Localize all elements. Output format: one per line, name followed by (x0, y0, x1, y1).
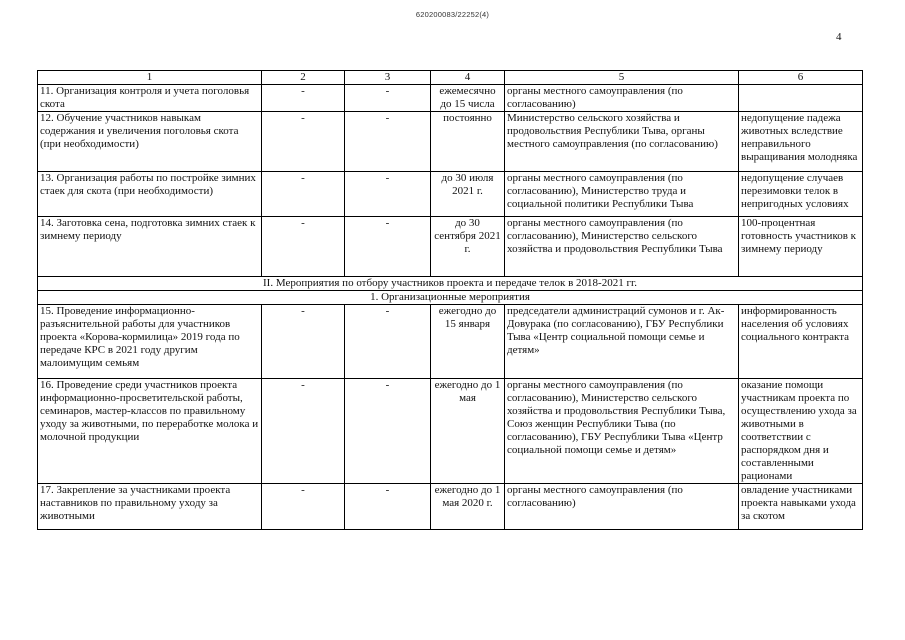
table-row (38, 85, 863, 112)
funding-cell: - (262, 484, 345, 530)
result-cell: овладение участниками проекта навыками ухода за скотом (739, 484, 863, 530)
funding-cell: - (345, 379, 431, 484)
responsible-cell: органы местного самоуправления (по согласованию), Министерство труда и социальной политики Республики Тыва (505, 172, 739, 217)
activity-cell: 15. Проведение информационно-разъяснительной работы для участников проекта «Корова-кормилица» 2019 года по передаче КРС в 2021 году другим малоимущим семьям (38, 305, 262, 379)
deadline-cell: до 30 июля 2021 г. (431, 172, 505, 217)
section-row (38, 277, 863, 291)
column-number: 4 (431, 71, 505, 85)
result-cell (739, 85, 863, 112)
activity-cell: 16. Проведение среди участников проекта информационно-просветительской работы, семинаров, мастер-классов по правильному уходу за животными, по переработке молока и молочной продукции (38, 379, 262, 484)
funding-cell: - (345, 112, 431, 172)
funding-cell: - (262, 112, 345, 172)
result-cell: оказание помощи участникам проекта по осуществлению ухода за животными в соответствии с распорядком дня и составленными рационами (739, 379, 863, 484)
result-cell: информированность населения об условиях социального контракта (739, 305, 863, 379)
deadline-cell: до 30 сентября 2021 г. (431, 217, 505, 277)
document-code: 620200083/22252(4) (415, 10, 490, 19)
funding-cell: - (345, 217, 431, 277)
column-number: 3 (345, 71, 431, 85)
table-row (38, 172, 863, 217)
responsible-cell: органы местного самоуправления (по согласованию) (505, 85, 739, 112)
activities-table (37, 70, 863, 530)
activity-cell: 17. Закрепление за участниками проекта наставников по правильному уходу за животными (38, 484, 262, 530)
funding-cell: - (262, 85, 345, 112)
result-cell: 100-процентная готовность участников к зимнему периоду (739, 217, 863, 277)
table-row (38, 217, 863, 277)
column-number: 5 (505, 71, 739, 85)
deadline-cell: ежегодно до 15 января (431, 305, 505, 379)
column-number-row (38, 71, 863, 85)
activity-cell: 14. Заготовка сена, подготовка зимних стаек к зимнему периоду (38, 217, 262, 277)
deadline-cell: ежемесячно до 15 числа (431, 85, 505, 112)
column-number: 6 (739, 71, 863, 85)
deadline-cell: ежегодно до 1 мая (431, 379, 505, 484)
deadline-cell: постоянно (431, 112, 505, 172)
column-number: 1 (38, 71, 262, 85)
table-row (38, 484, 863, 530)
funding-cell: - (262, 172, 345, 217)
activity-cell: 11. Организация контроля и учета поголовья скота (38, 85, 262, 112)
funding-cell: - (262, 379, 345, 484)
responsible-cell: органы местного самоуправления (по согласованию) (505, 484, 739, 530)
funding-cell: - (262, 217, 345, 277)
responsible-cell: Министерство сельского хозяйства и продовольствия Республики Тыва, органы местного самоуправления (по согласованию) (505, 112, 739, 172)
funding-cell: - (345, 172, 431, 217)
section-row (38, 291, 863, 305)
table-row (38, 379, 863, 484)
result-cell: недопущение падежа животных вследствие неправильного выращивания молодняка (739, 112, 863, 172)
table-row (38, 305, 863, 379)
table-row (38, 112, 863, 172)
responsible-cell: органы местного самоуправления (по согласованию), Министерство сельского хозяйства и продовольствия Республики Тыва (505, 217, 739, 277)
responsible-cell: органы местного самоуправления (по согласованию), Министерство сельского хозяйства и продовольствия Республики Тыва, Союз женщин Республики Тыва (по согласованию), ГБУ Республики Тыва «Центр социальной помощи семье и детям» (505, 379, 739, 484)
page-number: 4 (836, 31, 842, 43)
activity-cell: 12. Обучение участников навыкам содержания и увеличения поголовья скота (при необходимости) (38, 112, 262, 172)
result-cell: недопущение случаев перезимовки телок в непригодных условиях (739, 172, 863, 217)
deadline-cell: ежегодно до 1 мая 2020 г. (431, 484, 505, 530)
funding-cell: - (345, 85, 431, 112)
section-heading: II. Мероприятия по отбору участников проекта и передаче телок в 2018-2021 гг. (38, 277, 863, 291)
subsection-heading: 1. Организационные мероприятия (38, 291, 863, 305)
funding-cell: - (345, 484, 431, 530)
activity-cell: 13. Организация работы по постройке зимних стаек для скота (при необходимости) (38, 172, 262, 217)
responsible-cell: председатели администраций сумонов и г. Ак-Довурака (по согласованию), ГБУ Республики Тыва «Центр социальной помощи семье и детям» (505, 305, 739, 379)
column-number: 2 (262, 71, 345, 85)
funding-cell: - (345, 305, 431, 379)
funding-cell: - (262, 305, 345, 379)
